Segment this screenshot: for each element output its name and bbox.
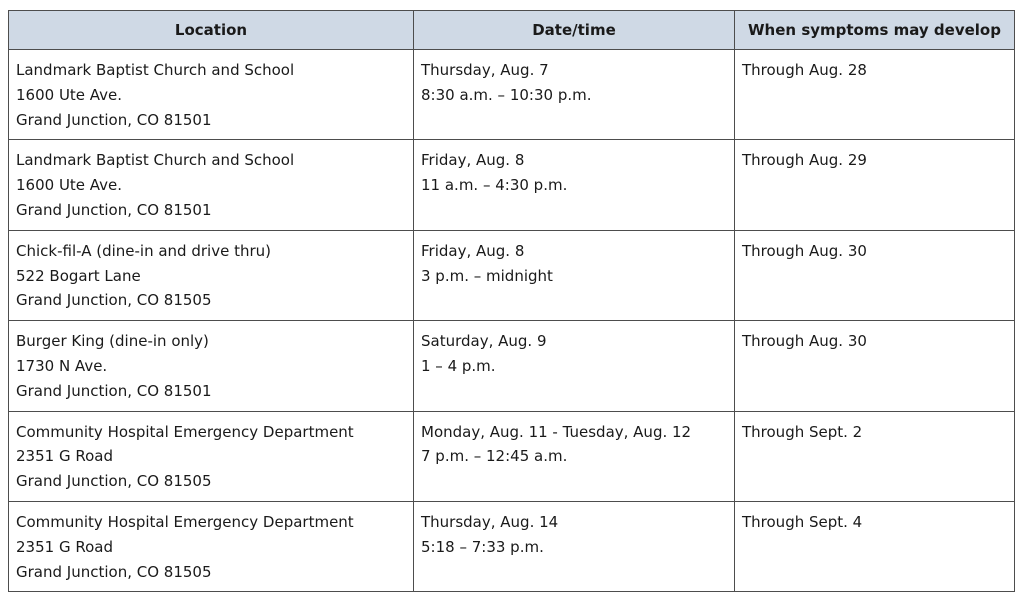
location-cell [9,230,414,320]
exposure-table-container [8,10,1014,592]
location-name: Landmark Baptist Church and School [16,61,295,79]
date-text: Thursday, Aug. 7 [421,61,549,79]
table-header-row [9,11,1015,50]
location-cell [9,501,414,591]
date-text: Thursday, Aug. 14 [421,512,559,531]
time-text: 11 a.m. – 4:30 p.m. [421,176,568,195]
location-city: Grand Junction, CO 81505 [16,472,212,491]
symptoms-cell [735,501,1015,591]
datetime-cell [414,230,735,320]
table-row [9,50,1015,140]
location-name: Community Hospital Emergency Department [16,422,354,441]
header-location: Location [9,11,414,50]
table-row [9,411,1015,501]
datetime-cell [414,321,735,411]
table-row [9,140,1015,230]
location-name: Landmark Baptist Church and School [16,151,295,170]
location-cell [9,321,414,411]
location-name: Chick-fil-A (dine-in and drive thru) [16,241,271,260]
location-cell [9,411,414,501]
date-text: Monday, Aug. 11 - Tuesday, Aug. 12 [421,422,692,441]
location-street: 2351 G Road [16,447,113,466]
table-row [9,501,1015,591]
header-symptoms: When symptoms may develop [735,11,1015,50]
date-text: Friday, Aug. 8 [421,241,525,260]
date-text: Saturday, Aug. 9 [421,332,547,351]
datetime-cell [414,411,735,501]
time-text: 1 – 4 p.m. [421,356,496,375]
symptoms-text: Through Aug. 29 [742,151,867,170]
location-street: 1600 Ute Ave. [16,176,123,195]
time-text: 5:18 – 7:33 p.m. [421,537,544,556]
table-body [9,50,1015,592]
datetime-cell [414,140,735,230]
location-name: Burger King (dine-in only) [16,332,209,351]
location-street: 522 Bogart Lane [16,266,141,285]
symptoms-text: Through Sept. 4 [742,512,863,531]
symptoms-text: Through Aug. 30 [742,241,867,260]
symptoms-cell [735,321,1015,411]
table-row [9,230,1015,320]
location-city: Grand Junction, CO 81505 [16,291,212,310]
header-datetime: Date/time [414,11,735,50]
symptoms-text: Through Aug. 28 [742,61,867,79]
location-name: Community Hospital Emergency Department [16,512,354,531]
time-text: 7 p.m. – 12:45 a.m. [421,447,568,466]
symptoms-text: Through Aug. 30 [742,332,867,351]
location-city: Grand Junction, CO 81505 [16,562,212,581]
symptoms-cell [735,140,1015,230]
location-city: Grand Junction, CO 81501 [16,381,212,400]
datetime-cell [414,501,735,591]
location-street: 1730 N Ave. [16,356,108,375]
location-city: Grand Junction, CO 81501 [16,200,212,219]
datetime-cell [414,50,735,140]
location-cell [9,140,414,230]
table-row [9,321,1015,411]
time-text: 8:30 a.m. – 10:30 p.m. [421,85,592,104]
date-text: Friday, Aug. 8 [421,151,525,170]
symptoms-text: Through Sept. 2 [742,422,863,441]
location-street: 1600 Ute Ave. [16,85,123,104]
symptoms-cell [735,50,1015,140]
time-text: 3 p.m. – midnight [421,266,553,285]
exposure-locations-table [8,10,1015,592]
symptoms-cell [735,411,1015,501]
location-street: 2351 G Road [16,537,113,556]
location-city: Grand Junction, CO 81501 [16,110,212,129]
location-cell [9,50,414,140]
symptoms-cell [735,230,1015,320]
